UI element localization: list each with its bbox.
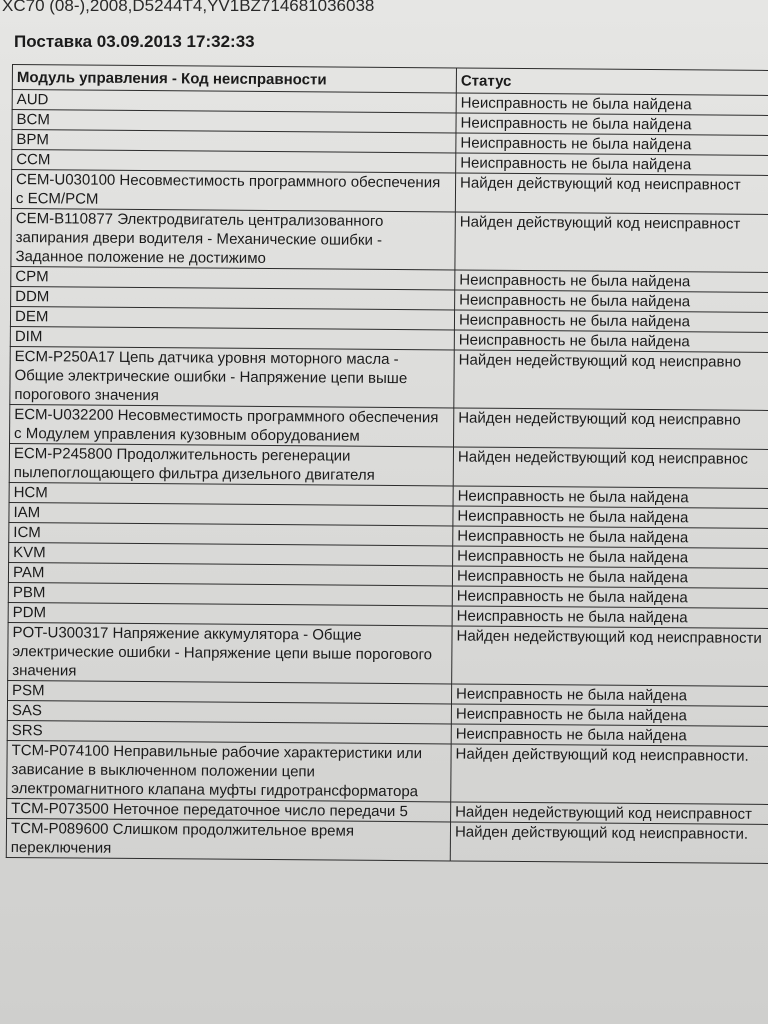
- status-cell: Неисправность не была найдена: [454, 330, 768, 353]
- module-code-cell: PAM: [8, 562, 452, 585]
- table-row: [10, 346, 768, 410]
- module-code-cell: TCM-P089600 Слишком продолжительное время переключения: [6, 818, 450, 860]
- status-cell: Найден недействующий код неисправнос: [453, 447, 768, 489]
- status-cell: Найден недействующий код неисправно: [454, 350, 768, 411]
- module-code-cell: PSM: [8, 680, 452, 703]
- module-code-cell: DIM: [10, 326, 454, 349]
- table-row: [11, 208, 768, 272]
- module-code-cell: CCM: [12, 150, 456, 173]
- module-code-cell: ECM-P245800 Продолжительность регенерации пылепоглощающего фильтра дизельного двигателя: [9, 443, 453, 485]
- status-cell: Неисправность не была найдена: [453, 506, 768, 529]
- module-code-cell: CEM-B110877 Электродвигатель централизованного запирания двери водителя - Механические ошибки - Заданное положение не достижимо: [11, 208, 455, 269]
- module-code-cell: ECM-U032200 Несовместимость программного обеспечения с Модулем управления кузовным оборудованием: [10, 404, 454, 446]
- module-code-cell: KVM: [9, 542, 453, 565]
- table-row: [11, 170, 768, 215]
- module-code-cell: BCM: [12, 110, 456, 133]
- module-code-cell: ECM-P250A17 Цепь датчика уровня моторного масла - Общие электрические ошибки - Напряжение цепи выше порогового значения: [10, 346, 454, 407]
- module-column-header: Модуль управления - Код неисправности: [12, 65, 456, 93]
- table-row: [8, 622, 768, 686]
- module-code-cell: TCM-P074100 Неправильные рабочие характеристики или зависание в выключенном положении цепи электромагнитного клапана муфты гидротрансформатора: [7, 740, 451, 801]
- status-cell: Неисправность не была найдена: [455, 270, 768, 293]
- status-cell: Найден действующий код неисправности.: [450, 822, 768, 864]
- module-code-cell: CEM-U030100 Несовместимость программного обеспечения с ECM/PCM: [11, 170, 455, 212]
- status-cell: Неисправность не была найдена: [453, 486, 768, 509]
- status-cell: Найден действующий код неисправност: [455, 173, 768, 215]
- status-cell: Найден недействующий код неисправност: [451, 802, 768, 825]
- module-code-cell: POT-U300317 Напряжение аккумулятора - Общие электрические ошибки - Напряжение цепи выше порогового значения: [8, 622, 452, 683]
- status-cell: Неисправность не была найдена: [451, 704, 768, 727]
- module-code-cell: HCM: [9, 482, 453, 505]
- module-code-cell: SAS: [7, 700, 451, 723]
- status-cell: Неисправность не была найдена: [452, 566, 768, 589]
- status-cell: Неисправность не была найдена: [456, 113, 768, 136]
- status-cell: Неисправность не была найдена: [456, 133, 768, 156]
- status-cell: Неисправность не была найдена: [453, 526, 768, 549]
- module-code-cell: SRS: [7, 720, 451, 743]
- module-code-cell: IAM: [9, 502, 453, 525]
- module-code-cell: BPM: [12, 130, 456, 153]
- module-code-cell: DEM: [10, 306, 454, 329]
- module-code-cell: AUD: [12, 90, 456, 113]
- vehicle-info-line: XC70 (08-),2008,D5244T4,YV1BZ714681036038: [2, 0, 375, 15]
- fault-code-rows: [6, 90, 768, 864]
- status-cell: Найден действующий код неисправности.: [451, 744, 768, 805]
- delivery-timestamp: Поставка 03.09.2013 17:32:33: [14, 32, 255, 51]
- table-row: [9, 443, 768, 488]
- status-cell: Найден недействующий код неисправно: [454, 408, 768, 450]
- table-row: [6, 818, 768, 863]
- table-row: [10, 404, 768, 449]
- status-cell: Неисправность не была найдена: [456, 153, 768, 176]
- status-column-header: Статус: [456, 68, 768, 96]
- status-cell: Неисправность не была найдена: [452, 586, 768, 609]
- module-code-cell: DDM: [11, 286, 455, 309]
- status-cell: Найден недействующий код неисправности: [452, 626, 768, 687]
- module-code-cell: PBM: [8, 582, 452, 605]
- status-cell: Неисправность не была найдена: [451, 684, 768, 707]
- status-cell: Неисправность не была найдена: [454, 310, 768, 333]
- fault-code-table: [6, 64, 768, 864]
- status-cell: Неисправность не была найдена: [455, 290, 768, 313]
- status-cell: Найден действующий код неисправност: [455, 212, 768, 273]
- module-code-cell: ICM: [9, 522, 453, 545]
- status-cell: Неисправность не была найдена: [452, 606, 768, 629]
- module-code-cell: PDM: [8, 602, 452, 625]
- status-cell: Неисправность не была найдена: [453, 546, 768, 569]
- module-code-cell: CPM: [11, 266, 455, 289]
- status-cell: Неисправность не была найдена: [451, 724, 768, 747]
- status-cell: Неисправность не была найдена: [456, 93, 768, 116]
- module-code-cell: TCM-P073500 Неточное передаточное число передачи 5: [7, 798, 451, 821]
- table-row: [7, 740, 768, 804]
